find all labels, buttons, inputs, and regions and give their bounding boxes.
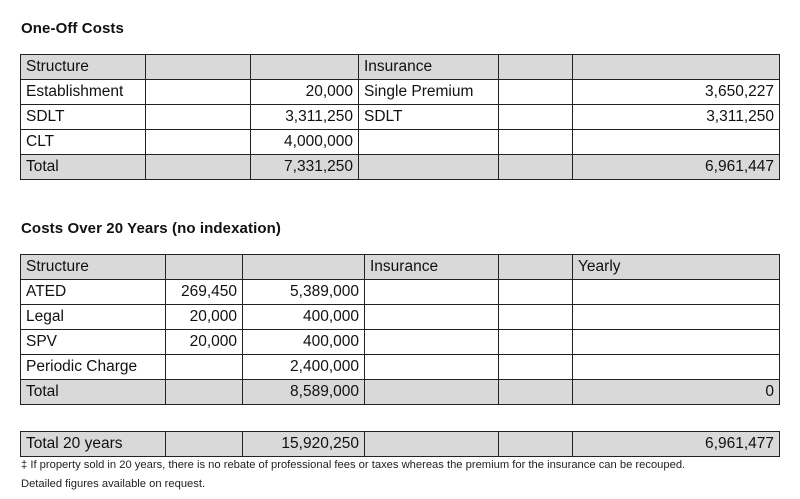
table-cell: 2,400,000 [243,355,365,380]
table-cell [499,280,573,305]
one-off-costs-table [20,54,780,180]
table-cell [146,55,251,80]
table-cell [146,80,251,105]
table-cell [365,355,499,380]
table-cell [499,355,573,380]
table-cell [499,55,573,80]
table-row [21,355,780,380]
table-cell [166,380,243,405]
table-cell: 7,331,250 [251,155,359,180]
table-cell: SDLT [21,105,146,130]
table-cell [359,155,499,180]
table-cell: Structure [21,55,146,80]
table-cell: Single Premium [359,80,499,105]
table-row [21,80,780,105]
table-cell [166,432,243,457]
table-cell: Periodic Charge [21,355,166,380]
table-cell: Structure [21,255,166,280]
table-cell: 8,589,000 [243,380,365,405]
table-row [21,130,780,155]
table-cell [499,105,573,130]
table-cell: 20,000 [166,305,243,330]
table-cell [499,330,573,355]
table-cell: Yearly [573,255,780,280]
table-cell: 20,000 [251,80,359,105]
table-cell: CLT [21,130,146,155]
costs-over-20-years-heading: Costs Over 20 Years (no indexation) [21,220,281,237]
table-cell [146,105,251,130]
table-cell [573,330,780,355]
table-cell [499,380,573,405]
table-cell: 3,311,250 [251,105,359,130]
table-total-row [21,432,780,457]
table-cell: Total [21,380,166,405]
table-cell [365,432,499,457]
table-cell [251,55,359,80]
table-cell: Insurance [359,55,499,80]
table-cell [499,432,573,457]
table-cell: Total [21,155,146,180]
footnote-detail: Detailed figures available on request. [21,478,206,490]
table-total-row [21,155,780,180]
table-cell [146,130,251,155]
table-cell [573,55,780,80]
table-cell [499,155,573,180]
table-cell [146,155,251,180]
table-cell: Establishment [21,80,146,105]
table-cell [573,355,780,380]
table-row [21,305,780,330]
one-off-costs-heading: One-Off Costs [21,20,124,37]
table-cell: 3,311,250 [573,105,780,130]
table-cell: Total 20 years [21,432,166,457]
table-header-row [21,255,780,280]
table-cell: 6,961,447 [573,155,780,180]
table-cell [499,305,573,330]
total-20-years-table [20,431,780,457]
table-cell [365,280,499,305]
table-cell [499,80,573,105]
table-cell: 400,000 [243,330,365,355]
table-cell [573,280,780,305]
table-cell [499,255,573,280]
table-cell: Insurance [365,255,499,280]
table-row [21,105,780,130]
table-cell [499,130,573,155]
table-row [21,330,780,355]
table-cell: 15,920,250 [243,432,365,457]
table-cell: 20,000 [166,330,243,355]
table-cell: 4,000,000 [251,130,359,155]
table-header-row [21,55,780,80]
table-cell: 0 [573,380,780,405]
table-cell: 6,961,477 [573,432,780,457]
costs-over-20-years-table [20,254,780,405]
table-cell [365,330,499,355]
table-row [21,280,780,305]
table-cell: 400,000 [243,305,365,330]
table-total-row [21,380,780,405]
table-cell: Legal [21,305,166,330]
table-cell [166,255,243,280]
table-cell: 5,389,000 [243,280,365,305]
table-cell [573,305,780,330]
table-cell: ATED [21,280,166,305]
table-cell: 269,450 [166,280,243,305]
footnote: ‡ If property sold in 20 years, there is no rebate of professional fees or taxes whereas the premium for the insurance can be recouped. [21,459,686,471]
table-cell [243,255,365,280]
table-cell [359,130,499,155]
table-cell [365,380,499,405]
table-cell [166,355,243,380]
table-cell: SDLT [359,105,499,130]
table-cell [365,305,499,330]
table-cell [573,130,780,155]
table-cell: SPV [21,330,166,355]
table-cell: 3,650,227 [573,80,780,105]
